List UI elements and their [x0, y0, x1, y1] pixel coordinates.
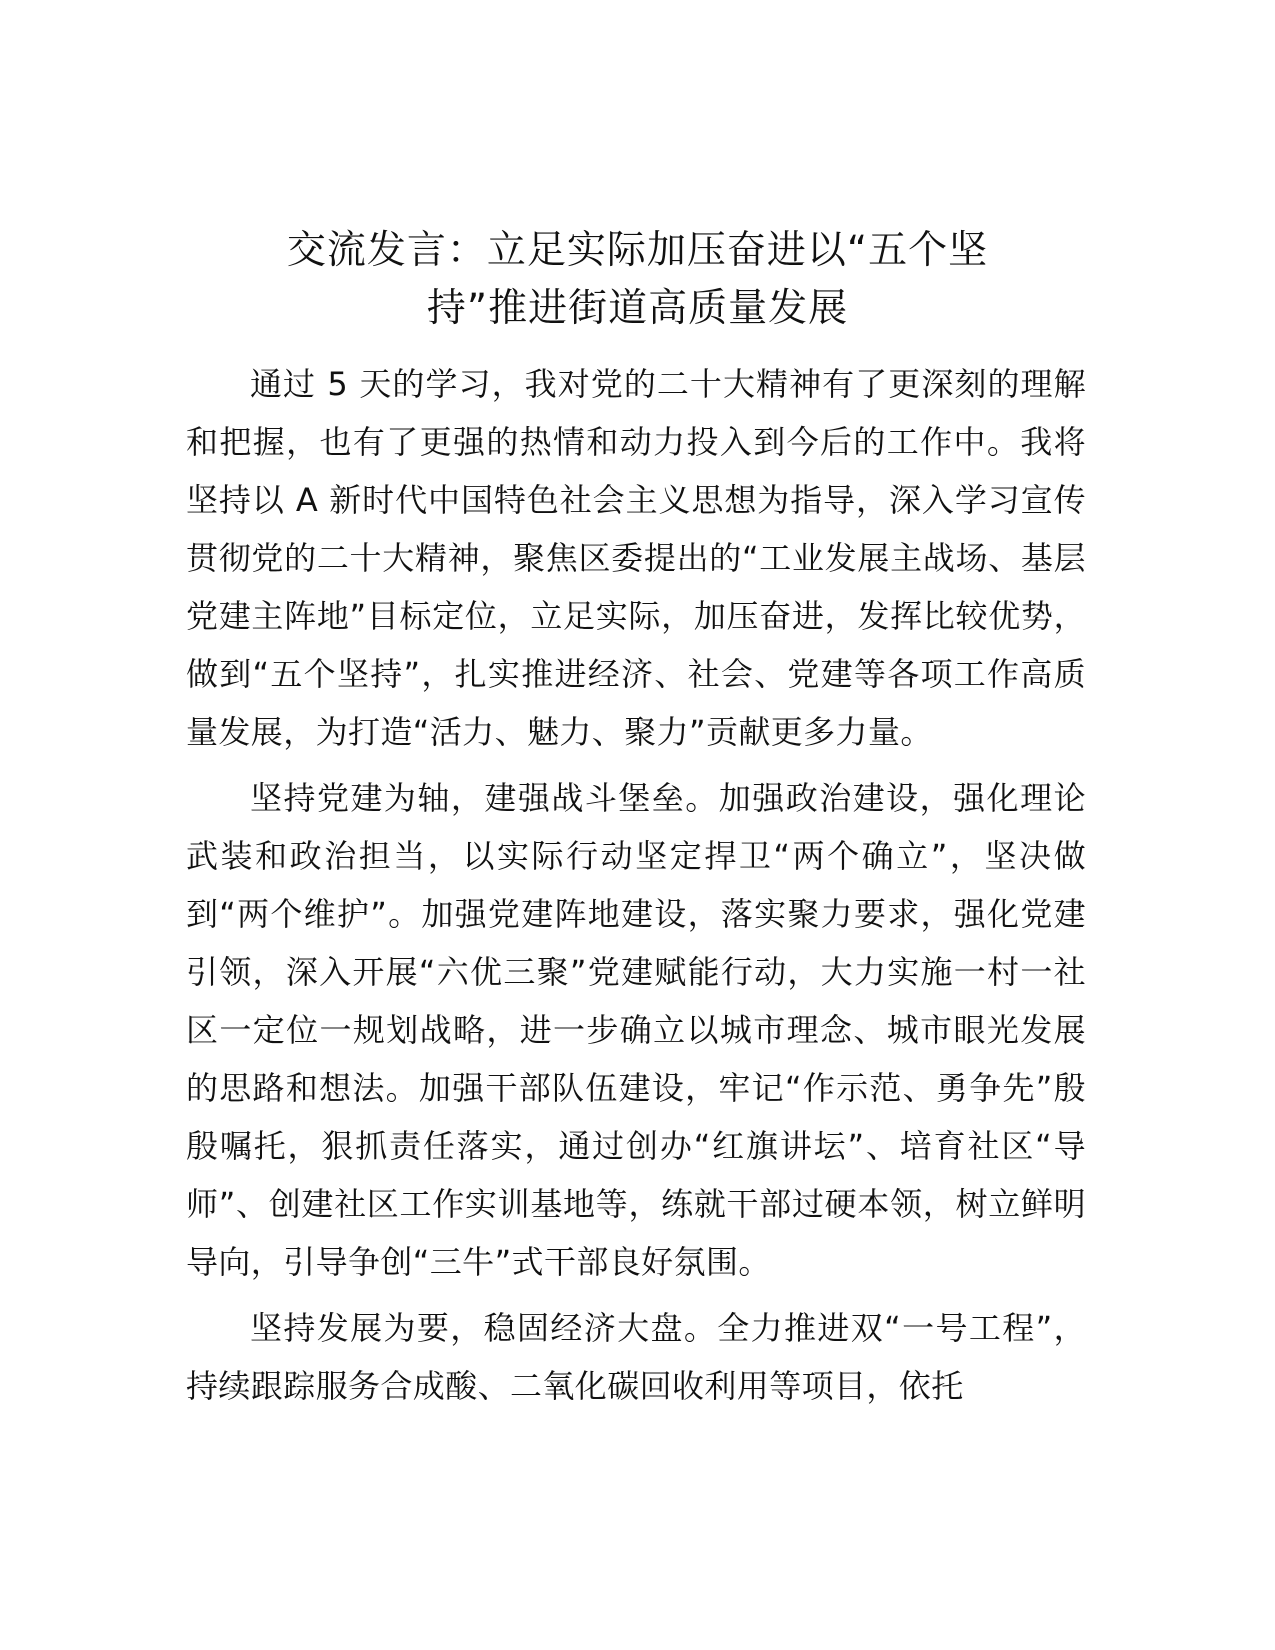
document-body	[186, 355, 1086, 1423]
paragraph-party-building: 坚持党建为轴，建强战斗堡垒。加强政治建设，强化理论武装和政治担当，以实际行动坚定捍卫“两个确立”，坚决做到“两个维护”。加强党建阵地建设，落实聚力要求，强化党建引领，深入开展“六优三聚”党建赋能行动，大力实施一村一社区一定位一规划战略，进一步确立以城市理念、城市眼光发展的思路和想法。加强干部队伍建设，牢记“作示范、勇争先”殷殷嘱托，狠抓责任落实，通过创办“红旗讲坛”、培育社区“导师”、创建社区工作实训基地等，练就干部过硬本领，树立鲜明导向，引导争创“三牛”式干部良好氛围。	[186, 779, 1086, 1281]
paragraph-development: 坚持发展为要，稳固经济大盘。全力推进双“一号工程”，持续跟踪服务合成酸、二氧化碳回收利用等项目，依托	[186, 1309, 1086, 1405]
paragraph-intro: 通过 5 天的学习，我对党的二十大精神有了更深刻的理解和把握，也有了更强的热情和动力投入到今后的工作中。我将坚持以 A 新时代中国特色社会主义思想为指导，深入学习宣传贯彻党的二十大精神，聚焦区委提出的“工业发展主战场、基层党建主阵地”目标定位，立足实际，加压奋进，发挥比较优势，做到“五个坚持”，扎实推进经济、社会、党建等各项工作高质量发展，为打造“活力、魅力、聚力”贡献更多力量。	[186, 365, 1086, 751]
document-title	[180, 222, 1095, 338]
title-line-1: 交流发言：立足实际加压奋进以“五个坚	[286, 228, 989, 273]
title-line-2: 持”推进街道高质量发展	[426, 286, 849, 331]
